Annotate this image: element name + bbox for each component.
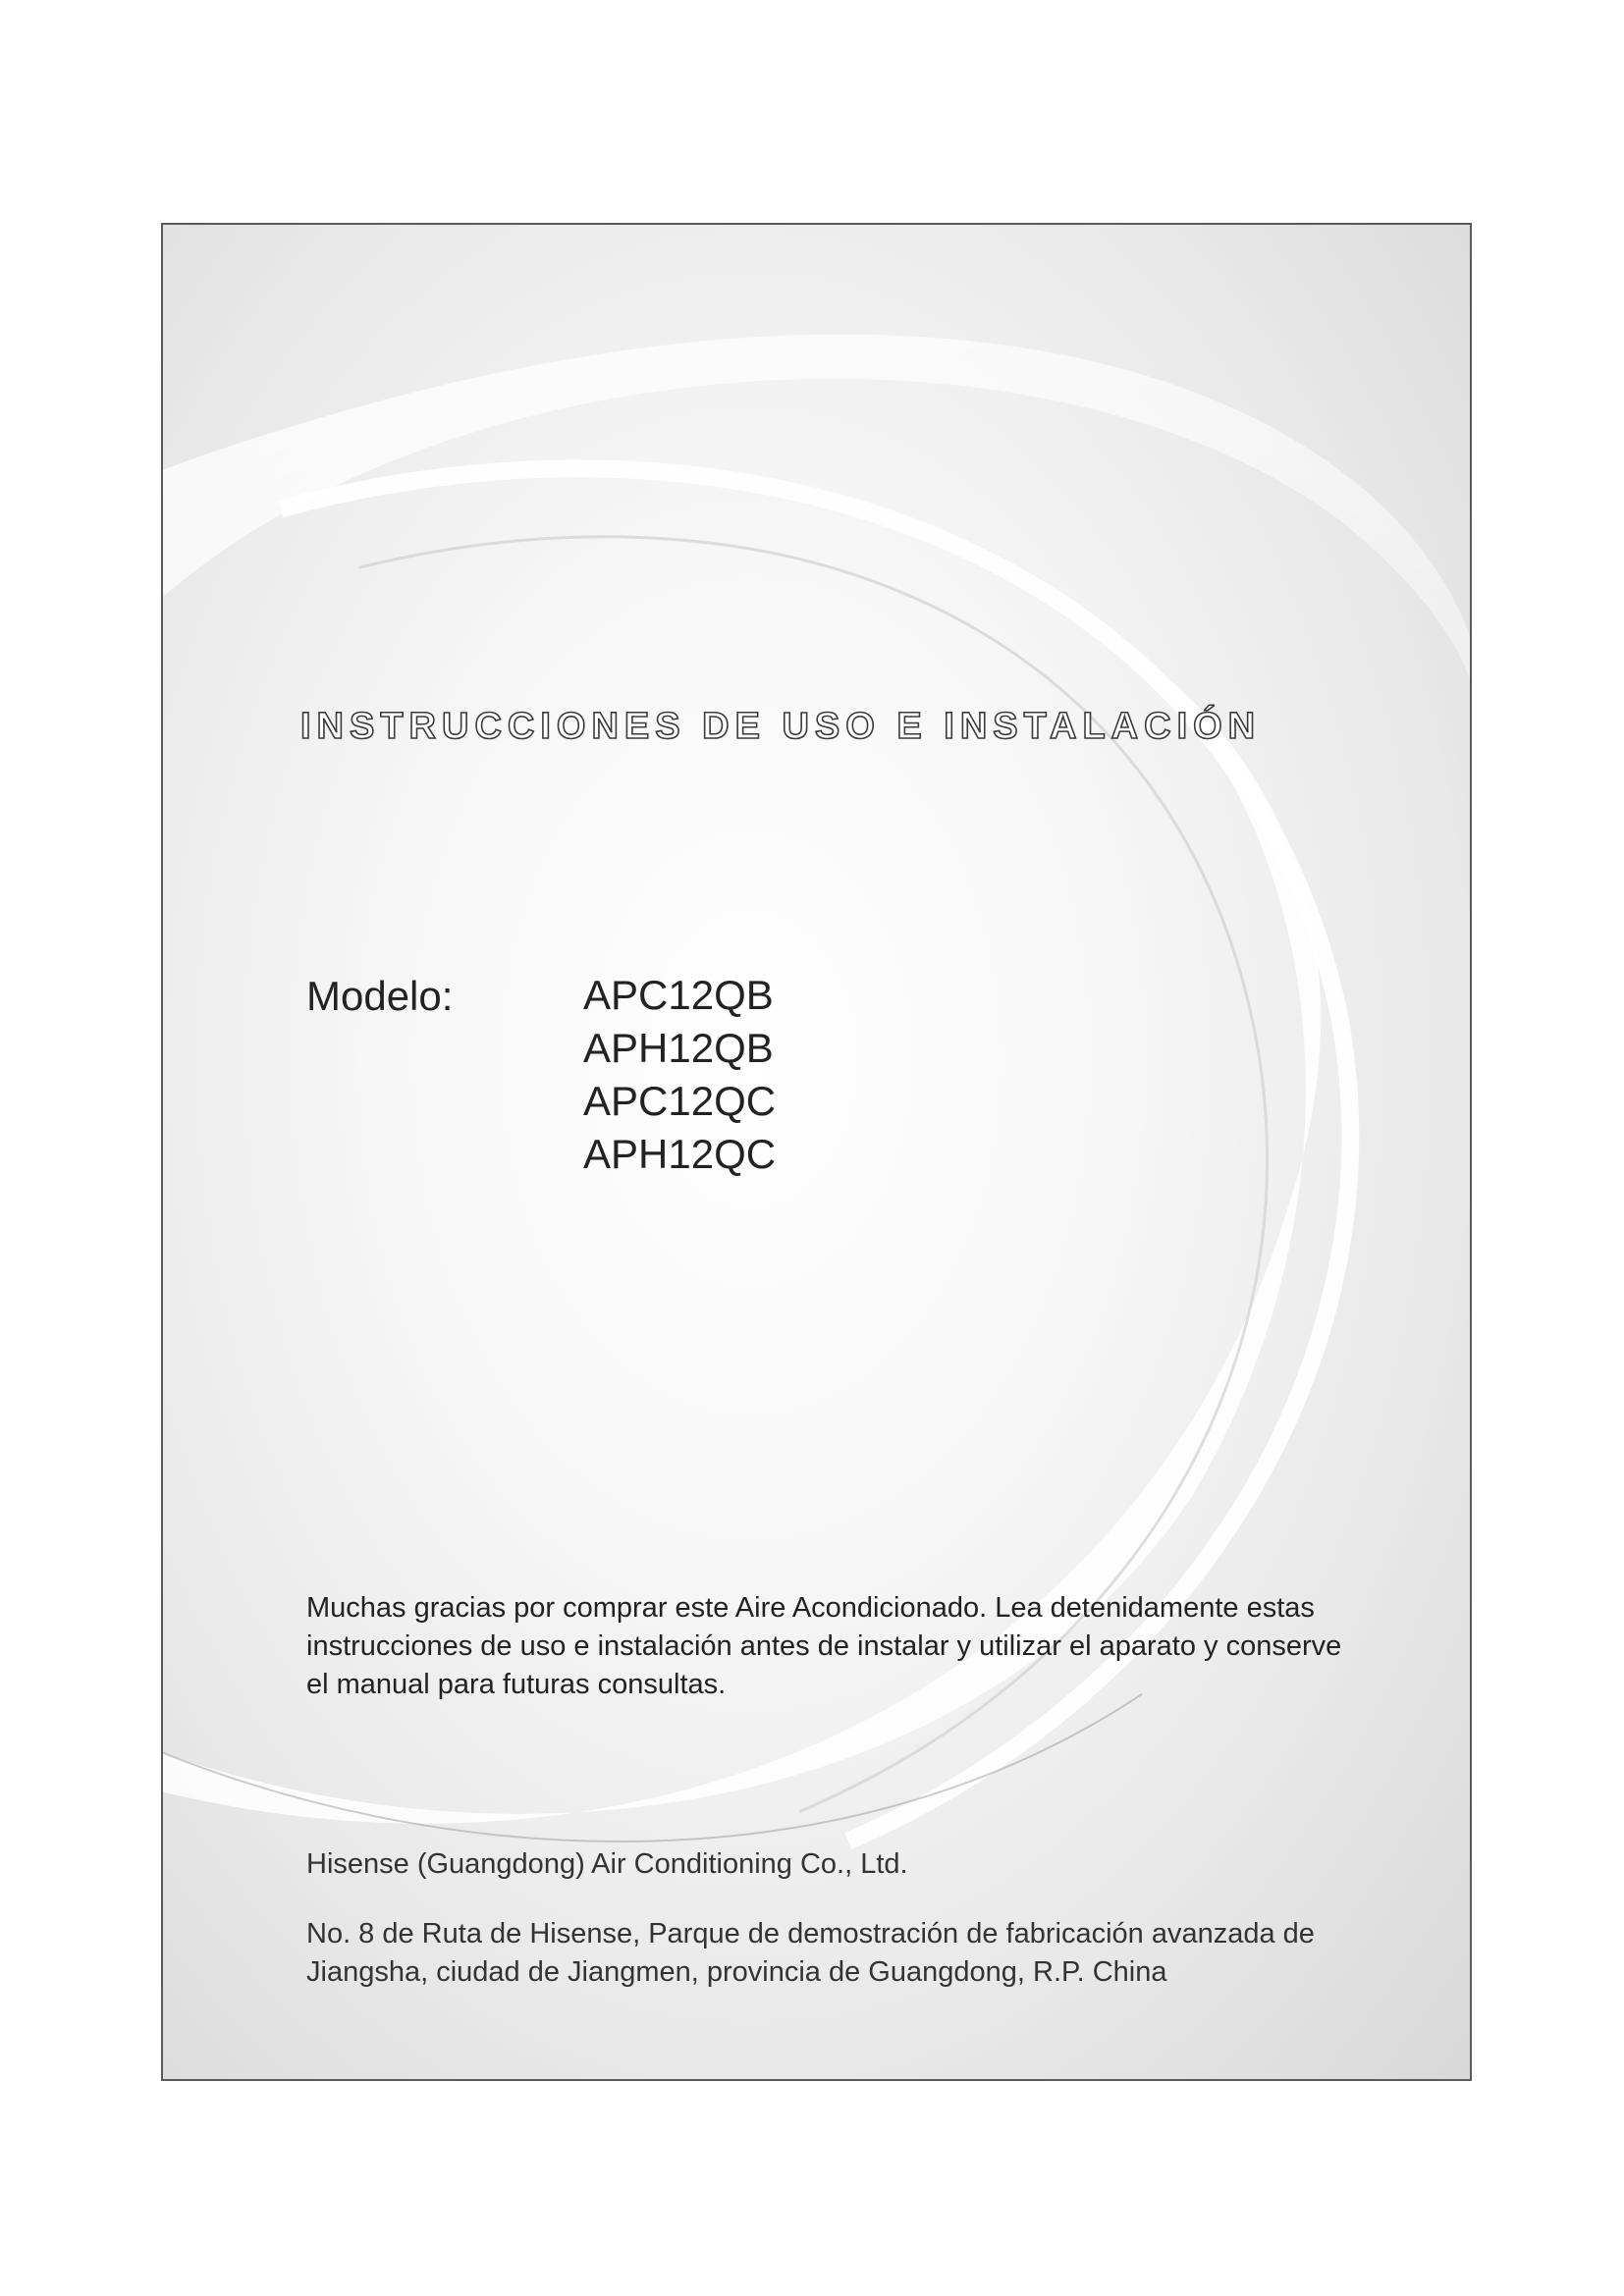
- model-item: APH12QC: [583, 1131, 777, 1177]
- thank-you-notice: Muchas gracias por comprar este Aire Acondicionado. Lea detenidamente estas instrucciones de uso e instalación antes de instalar y utilizar el aparato y conserve el manual para futuras consultas.: [306, 1592, 1342, 1700]
- model-item: APC12QC: [583, 1078, 777, 1124]
- swirl-background-graphic: [163, 225, 1470, 2079]
- model-item: APC12QB: [583, 972, 774, 1018]
- company-address: No. 8 de Ruta de Hisense, Parque de demostración de fabricación avanzada de Jiangsha, ciudad de Jiangmen, provincia de Guangdong, R.P. China: [306, 1918, 1315, 1988]
- company-name: Hisense (Guangdong) Air Conditioning Co., Ltd.: [306, 1848, 908, 1880]
- model-label: Modelo:: [306, 973, 454, 1019]
- manual-title: INSTRUCCIONES DE USO E INSTALACIÓN: [300, 706, 1262, 747]
- cover-page: [161, 223, 1472, 2081]
- model-item: APH12QB: [583, 1025, 774, 1071]
- model-list: [583, 969, 776, 1181]
